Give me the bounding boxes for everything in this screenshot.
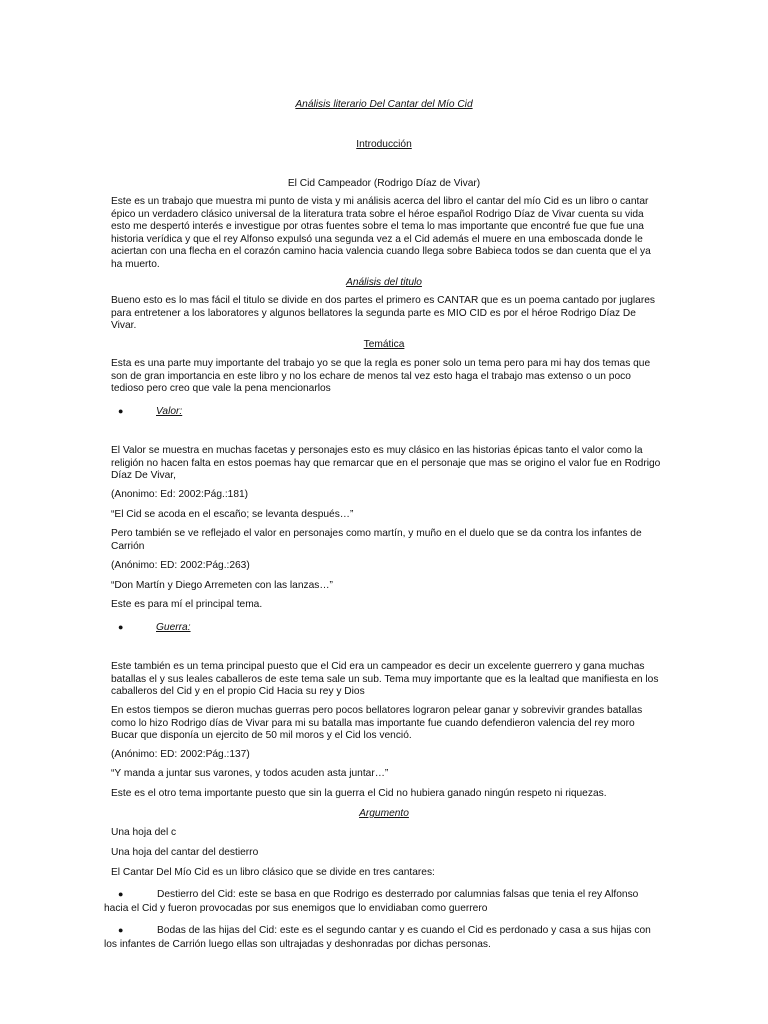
intro-paragraph: Este es un trabajo que muestra mi punto de vista y mi análisis acerca del libro el cantar del mío Cid es un libro o cantar épico un verdadero clásico universal de la literatura trata sobre el héroe español Rodrigo Díaz de Vivar cuenta su vida esto me despertó interés e investigue por otras fuentes sobre el tema lo mas importante que encontré fue que fue una historia verídica y que el rey Alfonso expulsó una segunda vez a el Cid además el muere en una emboscada donde le aciertan con una flecha en el corazón camino hacia valencia cuando llega sobre Babieca todos se dan cuenta que el ya ha muerto. (111, 196, 651, 270)
argumento-line: El Cantar Del Mío Cid es un libro clásico que se divide en tres cantares: (111, 867, 435, 878)
intro-subheading: El Cid Campeador (Rodrigo Díaz de Vivar) (287, 178, 481, 189)
valor-paragraph-2: Pero también se ve reflejado el valor en personajes como martín, y muño en el duelo que se da contra los infantes de Carrión (111, 528, 642, 552)
valor-closing: Este es para mí el principal tema. (111, 599, 263, 610)
bullet-icon: ● (118, 622, 124, 632)
bullet-icon: ● (118, 925, 124, 935)
tematica-paragraph: Esta es una parte muy importante del trabajo yo se que la regla es poner solo un tema pero para mi hay dos temas que son de gran importancia en este libro y no los echare de menos tal vez esto haga el trabajo mas extenso o un poco tedioso pero creo que vale la pena mencionarlos (111, 358, 651, 395)
guerra-paragraph-2: En estos tiempos se dieron muchas guerras pero pocos bellatores lograron pelear ganar y sobrevivir grandes batallas como lo hizo Rodrigo días de Vivar para mi su batalla mas importante fue cuando defendieron valencia del rey moro Bucar que disponía un ejercito de 50 mil moros y el Cid los venció. (111, 705, 643, 742)
document-title: Análisis literario Del Cantar del Mío Cid (295, 99, 473, 110)
quote: “Y manda a juntar sus varones, y todos acuden asta juntar…” (111, 768, 389, 779)
guerra-label: Guerra: (156, 622, 191, 633)
quote: “El Cid se acoda en el escaño; se levanta después…” (111, 509, 354, 520)
citation: (Anónimo: ED: 2002:Pág.:263) (111, 560, 250, 571)
citation: (Anonimo: Ed: 2002:Pág.:181) (111, 489, 249, 500)
list-item-continuation: hacia el Cid y fueron provocadas por sus enemigos que lo envidiaban como guerrero (104, 903, 488, 914)
guerra-paragraph: Este también es un tema principal puesto que el Cid era un campeador es decir un excelente guerrero y gana muchas batallas el y sus leales caballeros de este tema sale un sub. Tema muy importante que es la lealtad que manifiesta en los caballeros del Cid y en el propio Cid Hacia su rey y Dios (111, 661, 659, 698)
bullet-icon: ● (118, 406, 124, 416)
list-item-continuation: los infantes de Carrión luego ellas son ultrajadas y deshonradas por dichas personas. (104, 939, 491, 950)
citation: (Anónimo: ED: 2002:Pág.:137) (111, 749, 250, 760)
list-item: Destierro del Cid: este se basa en que Rodrigo es desterrado por calumnias falsas que tenia el rey Alfonso (157, 889, 639, 900)
tematica-heading: Temática (363, 339, 405, 350)
title-analysis-heading: Análisis del titulo (346, 277, 422, 288)
intro-heading: Introducción (356, 139, 412, 150)
argumento-line: Una hoja del c (111, 827, 177, 838)
argumento-line: Una hoja del cantar del destierro (111, 847, 259, 858)
title-analysis-paragraph: Bueno esto es lo mas fácil el titulo se divide en dos partes el primero es CANTAR que es un poema cantado por juglares para entretener a los laboratores y algunos bellatores la segunda parte es MIO CID es por el héroe Rodrigo Díaz De Vivar. (111, 295, 656, 332)
list-item: Bodas de las hijas del Cid: este es el segundo cantar y es cuando el Cid es perdonado y casa a sus hijas con (157, 925, 651, 936)
valor-label: Valor: (156, 406, 183, 417)
valor-paragraph: El Valor se muestra en muchas facetas y personajes esto es muy clásico en las historias épicas tanto el valor como la religión no hacen falta en estos poemas hay que remarcar que en el personaje que mas se origino el valor fue en Rodrigo Díaz De Vivar, (111, 445, 661, 482)
guerra-closing: Este es el otro tema importante puesto que sin la guerra el Cid no hubiera ganado ningún respeto ni riquezas. (111, 788, 607, 799)
quote: “Don Martín y Diego Arremeten con las lanzas…” (111, 580, 333, 591)
bullet-icon: ● (118, 889, 124, 899)
argumento-heading: Argumento (359, 808, 409, 819)
